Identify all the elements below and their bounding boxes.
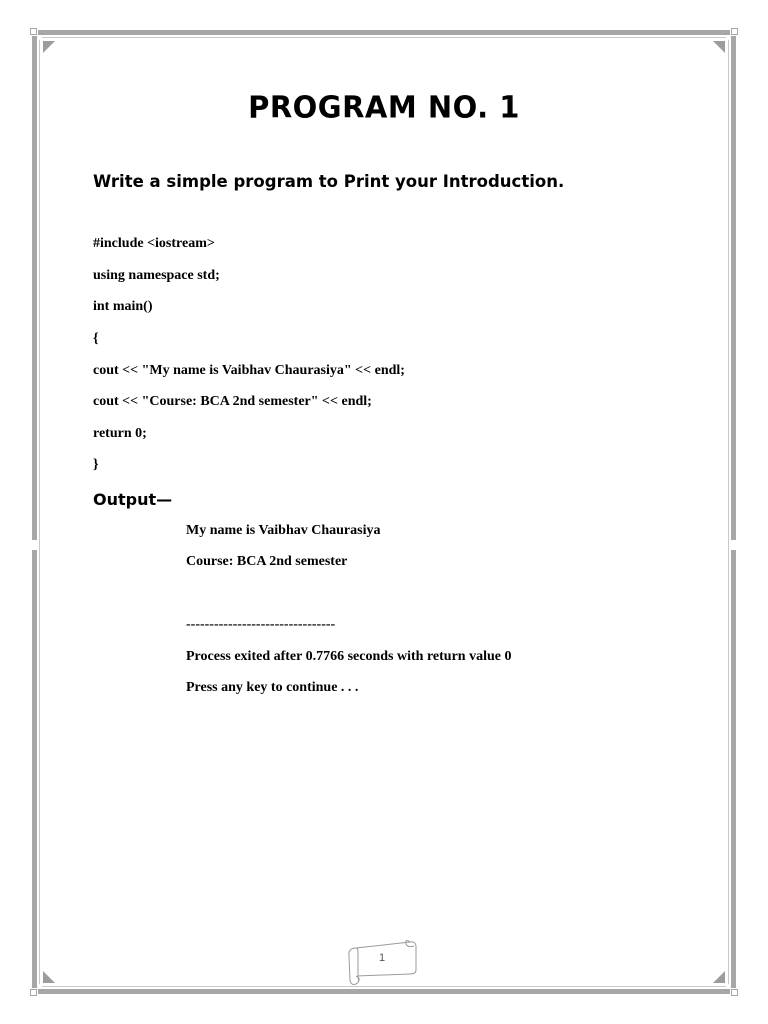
code-line: {	[93, 331, 99, 346]
border-inner-top	[42, 37, 726, 38]
code-line: return 0;	[93, 426, 147, 441]
border-notch-left	[32, 540, 37, 550]
question-text: Write a simple program to Print your Introduction.	[93, 172, 565, 191]
code-line: int main()	[93, 299, 153, 314]
page-number: 1	[378, 952, 386, 964]
code-line: }	[93, 457, 99, 472]
code-line: cout << "Course: BCA 2nd semester" << endl;	[93, 394, 372, 409]
corner-square-tl	[30, 28, 37, 35]
corner-square-br	[731, 989, 738, 996]
corner-square-bl	[30, 989, 37, 996]
corner-triangle-bl	[43, 971, 55, 983]
border-bottom	[38, 989, 730, 994]
output-line: Course: BCA 2nd semester	[186, 554, 348, 569]
output-separator: --------------------------------	[186, 617, 336, 632]
code-line: using namespace std;	[93, 268, 220, 283]
code-line: #include <iostream>	[93, 236, 215, 251]
output-line: Press any key to continue . . .	[186, 680, 359, 695]
code-line: cout << "My name is Vaibhav Chaurasiya" << endl;	[93, 363, 405, 378]
border-top	[38, 30, 730, 35]
output-heading: Output—	[93, 490, 173, 509]
border-inner-left	[39, 40, 40, 984]
border-notch-right	[731, 540, 736, 550]
output-line: Process exited after 0.7766 seconds with return value 0	[186, 649, 512, 664]
page-title: PROGRAM NO. 1	[248, 89, 520, 125]
border-left	[32, 36, 37, 988]
corner-square-tr	[731, 28, 738, 35]
corner-triangle-tr	[713, 41, 725, 53]
border-inner-right	[728, 40, 729, 984]
corner-triangle-br	[713, 971, 725, 983]
border-right	[731, 36, 736, 988]
corner-triangle-tl	[43, 41, 55, 53]
output-line: My name is Vaibhav Chaurasiya	[186, 523, 381, 538]
page-number-scroll	[344, 934, 420, 988]
